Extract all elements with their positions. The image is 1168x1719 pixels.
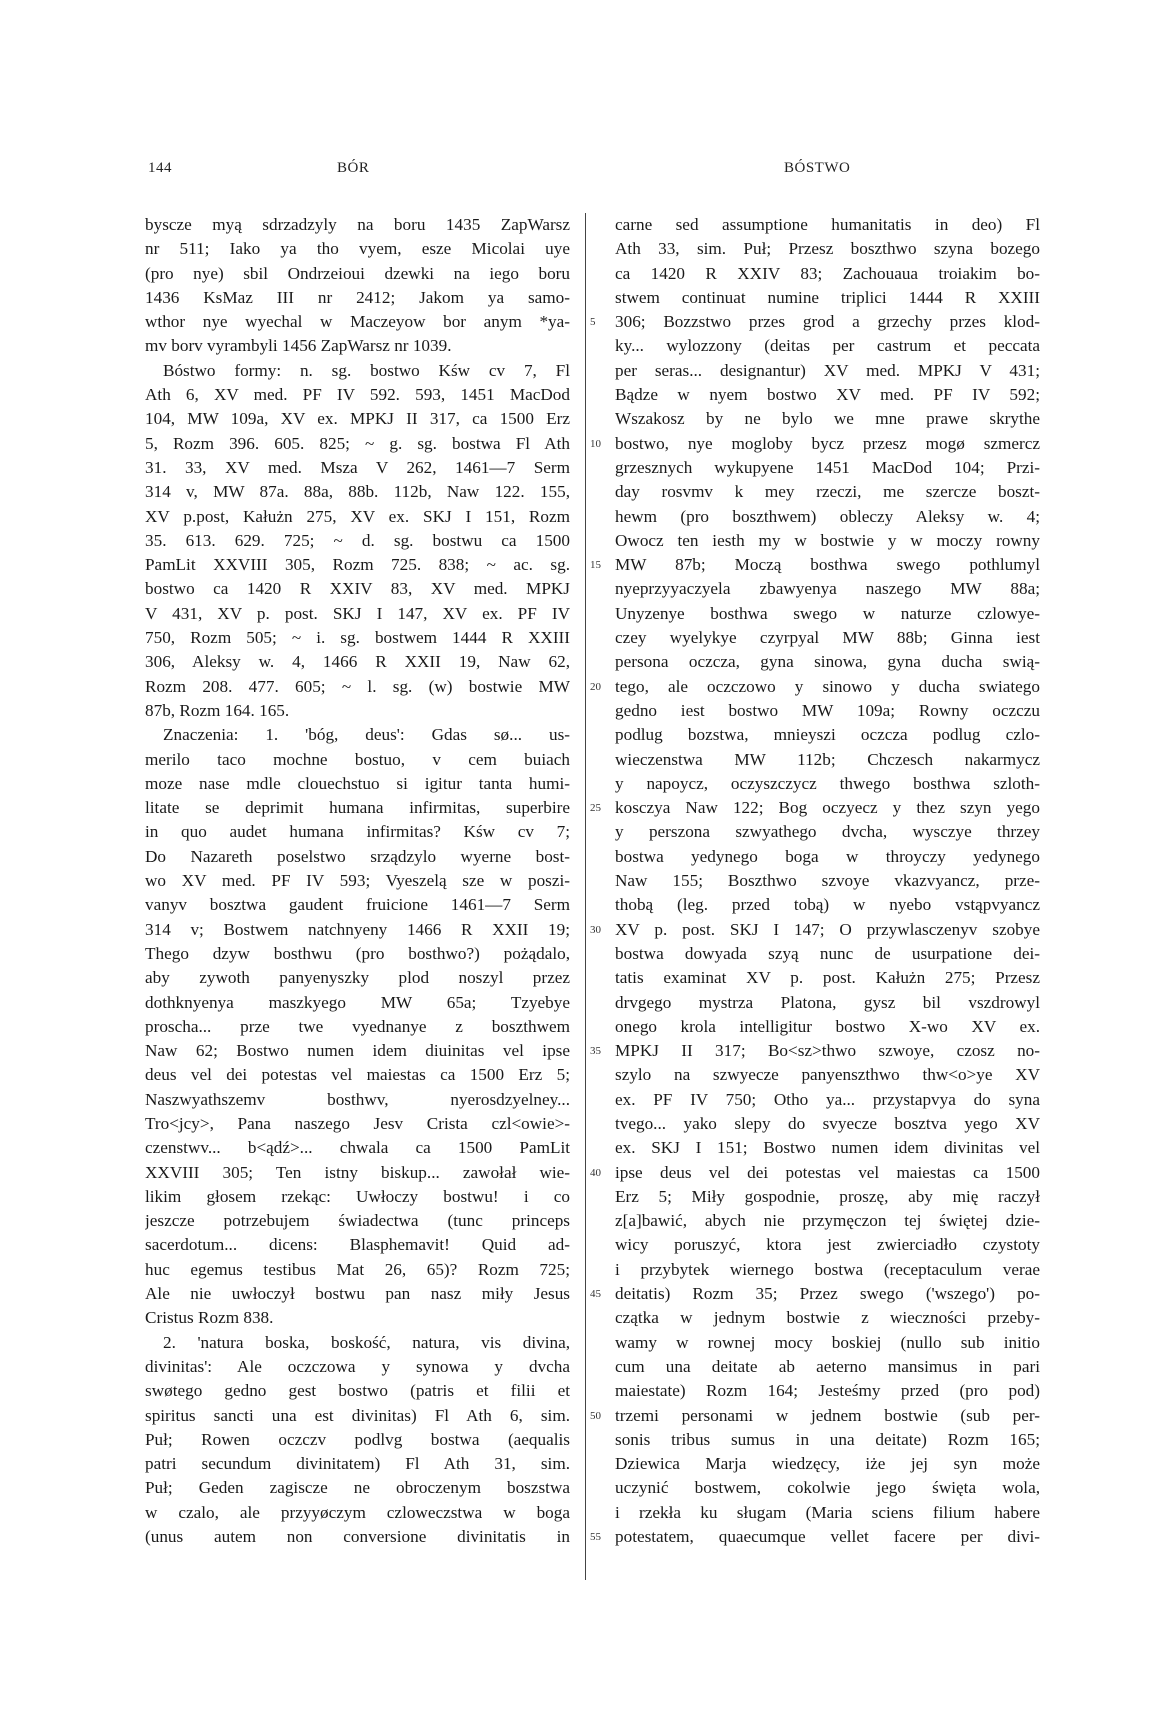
text-line: trzemi personami w jednem bostwie (sub per- (615, 1405, 1040, 1425)
text-line: 1436 KsMaz III nr 2412; Jakom ya samo- (145, 287, 570, 307)
text-line: persona oczcza, gyna sinowa, gyna ducha swią- (615, 652, 1040, 672)
text-line: aby zywoth panyenyszky plod noszyl przez (145, 968, 570, 988)
text-line: PamLit XXVIII 305, Rozm 725. 838; ~ ac. sg. (145, 555, 570, 575)
text-line: Cristus Rozm 838. (145, 1308, 274, 1328)
text-line: spiritus sancti una est divinitas) Fl Ath 6, sim. (145, 1405, 570, 1425)
line-number: 40 (590, 1166, 601, 1179)
text-line: bostwo ca 1420 R XXIV 83, XV med. MPKJ (145, 579, 570, 599)
text-line: XXVIII 305; Ten istny biskup... zawołał wie- (145, 1162, 570, 1182)
text-line: Znaczenia: 1. 'bóg, deus': Gdas sø... us- (163, 725, 570, 745)
text-line: day rosvmv k mey rzeczi, me szercze boszt- (615, 482, 1040, 502)
text-line: MW 87b; Moczą bosthwa swego pothlumyl (615, 555, 1040, 575)
text-line: czątka w jednym bostwie z wieczności przeby- (615, 1308, 1040, 1328)
text-line: nyeprzyyaczyela zbawyenya naszego MW 88a; (615, 579, 1040, 599)
line-number: 50 (590, 1409, 601, 1422)
text-line: 314 v; Bostwem natchnyeny 1466 R XXII 19; (145, 919, 570, 939)
text-line: Ath 33, sim. Puł; Przesz boszthwo szyna bozego (615, 239, 1040, 259)
text-line: Naszwyathszemv bosthwv, nyerosdzyelney... (145, 1089, 570, 1109)
text-line: Bóstwo formy: n. sg. bostwo Kśw cv 7, Fl (163, 360, 570, 380)
text-line: 35. 613. 629. 725; ~ d. sg. bostwu ca 1500 (145, 530, 570, 550)
text-line: i przybytek wiernego bostwa (receptaculum verae (615, 1259, 1040, 1279)
text-line: swøtego gedno gest bostwo (patris et filii et (145, 1381, 570, 1401)
text-line: i rzekła ku sługam (Maria sciens filium habere (615, 1502, 1040, 1522)
text-line: podlug bozstwa, mnieyszi oczcza podlug czlo- (615, 725, 1040, 745)
text-line: Naw 155; Boszthwo szvoye vkazvyancz, prze- (615, 871, 1040, 891)
text-line: 314 v, MW 87a. 88a, 88b. 112b, Naw 122. 155, (145, 482, 570, 502)
text-line: (pro nye) sbil Ondrzeioui dzewki na iego boru (145, 263, 570, 283)
text-line: Naw 62; Bostwo numen idem diuinitas vel ipse (145, 1041, 570, 1061)
text-line: moze nase mdle clouechstuo si igitur tanta humi- (145, 773, 570, 793)
text-line: z[a]bawić, abych nie przymęczon tej świętej dzie- (615, 1211, 1040, 1231)
text-line: nr 511; Iako ya tho vyem, esze Micolai uye (145, 239, 570, 259)
text-line: 2. 'natura boska, boskość, natura, vis divina, (163, 1332, 570, 1352)
line-number: 55 (590, 1531, 601, 1544)
text-line: 87b, Rozm 164. 165. (145, 700, 290, 720)
text-line: tego, ale oczczowo y sinowo y ducha swiatego (615, 676, 1040, 696)
text-line: patri secundum divinitatem) Fl Ath 31, sim. (145, 1454, 570, 1474)
text-line: mv borv vyrambyli 1456 ZapWarsz nr 1039. (145, 336, 452, 356)
text-line: ex. PF IV 750; Otho ya... przystapvya do syna (615, 1089, 1040, 1109)
text-line: Tro<jcy>, Pana naszego Jesv Crista czl<owie>- (145, 1113, 570, 1133)
text-line: y napoycz, oczyszczycz thwego bosthwa szloth- (615, 773, 1040, 793)
text-line: czenstwv... b<ądź>... chwala ca 1500 PamLit (145, 1138, 570, 1158)
text-line: y perszona szwyathego dvcha, wysczye thrzey (615, 822, 1040, 842)
line-number: 30 (590, 923, 601, 936)
text-line: bostwo, nye mogloby bycz przesz mogø szmercz (615, 433, 1040, 453)
running-head-right: BÓSTWO (784, 160, 851, 176)
text-line: Thego dzyw bosthwu (pro bosthwo?) pożądalo, (145, 943, 570, 963)
text-line: potestatem, quaecumque vellet facere per divi- (615, 1527, 1040, 1547)
line-number: 5 (590, 316, 596, 329)
text-line: kosczya Naw 122; Bog oczyecz y thez szyn yego (615, 798, 1040, 818)
text-line: huc egemus testibus Mat 26, 65)? Rozm 725; (145, 1259, 570, 1279)
text-line: wieczenstwa MW 112b; Chczesch nakarmycz (615, 749, 1040, 769)
text-line: 31. 33, XV med. Msza V 262, 1461—7 Serm (145, 457, 570, 477)
line-number: 20 (590, 680, 601, 693)
text-line: Erz 5; Miły gospodnie, proszę, aby mię raczył (615, 1186, 1040, 1206)
text-line: Bądze w nyem bostwo XV med. PF IV 592; (615, 385, 1040, 405)
text-line: merilo taco mochne bostuo, v cem buiach (145, 749, 570, 769)
page-number: 144 (148, 160, 172, 176)
text-line: deitatis) Rozm 35; Przez swego ('wszego') po- (615, 1284, 1040, 1304)
text-line: tvego... yako slepy do svyecze bosztva yego XV (615, 1113, 1040, 1133)
text-line: Puł; Rowen oczczv podlvg bostwa (aequalis (145, 1429, 570, 1449)
text-line: onego krola intelligitur bostwo X-wo XV ex. (615, 1016, 1040, 1036)
text-line: wamy w rownej mocy boskiej (nullo sub initio (615, 1332, 1040, 1352)
text-line: dothknyenya maszkyego MW 65a; Tzyebye (145, 992, 570, 1012)
text-line: ipse deus vel dei potestas vel maiestas ca 1500 (615, 1162, 1040, 1182)
left-column (145, 213, 570, 1549)
text-line: Owocz ten iesth my w bostwie y w moczy rowny (615, 530, 1040, 550)
running-head-left: BÓR (337, 160, 370, 176)
text-line: szylo na szwyecze panyenszthwo thw<o>ye XV (615, 1065, 1040, 1085)
text-line: vanyv bosztwa gaudent fruicione 1461—7 Serm (145, 895, 570, 915)
text-line: 104, MW 109a, XV ex. MPKJ II 317, ca 1500 Erz (145, 409, 570, 429)
text-line: carne sed assumptione humanitatis in deo) Fl (615, 215, 1040, 234)
text-line: w czalo, ale przyyøczym czloweczstwa w boga (145, 1502, 570, 1522)
text-line: Wszakosz by ne bylo we mne prawe skrythe (615, 409, 1040, 429)
text-line: cum una deitate ab aeterno mansimus in pari (615, 1356, 1040, 1376)
text-line: likim głosem rzekąc: Uwłoczy bostwu! i co (145, 1186, 570, 1206)
text-line: wo XV med. PF IV 593; Vyeszelą sze w poszi- (145, 871, 570, 891)
text-line: V 431, XV p. post. SKJ I 147, XV ex. PF IV (145, 603, 570, 623)
text-line: uczynić bostwem, cokolwie jego święta wola, (615, 1478, 1040, 1498)
text-line: wicy poruszyć, ktora jest zwierciadło czystoty (615, 1235, 1040, 1255)
text-line: (unus autem non conversione divinitatis in (145, 1527, 570, 1547)
line-number: 10 (590, 437, 601, 450)
text-line: per seras... designantur) XV med. MPKJ V 431; (615, 360, 1040, 380)
text-line: sacerdotum... dicens: Blasphemavit! Quid ad- (145, 1235, 570, 1255)
text-line: 5, Rozm 396. 605. 825; ~ g. sg. bostwa Fl Ath (145, 433, 570, 453)
text-line: jeszcze potrzebujem świadectwa (tunc princeps (145, 1211, 570, 1231)
text-line: drvgego mystrza Platona, gysz bil vszdrowyl (615, 992, 1040, 1012)
text-line: XV p. post. SKJ I 147; O przywlasczenyv szobye (615, 919, 1040, 939)
text-line: wthor nye wyechal w Maczeyow bor anym *ya- (145, 312, 570, 332)
text-line: MPKJ II 317; Bo<sz>thwo szwoye, czosz no- (615, 1041, 1040, 1061)
text-line: Ath 6, XV med. PF IV 592. 593, 1451 MacDod (145, 385, 570, 405)
text-line: 306; Bozzstwo przes grod a grzechy przes klod- (615, 312, 1040, 332)
line-number: 45 (590, 1288, 601, 1301)
text-line: thobą (leg. przed tobą) w nyebo vstąpvyancz (615, 895, 1040, 915)
right-column (615, 213, 1040, 1549)
text-line: 306, Aleksy w. 4, 1466 R XXII 19, Naw 62, (145, 652, 570, 672)
column-divider (585, 213, 586, 1580)
text-line: XV p.post, Kałużn 275, XV ex. SKJ I 151, Rozm (145, 506, 570, 526)
text-line: bostwa dowyada szyą nunc de usurpatione dei- (615, 943, 1040, 963)
line-number: 25 (590, 802, 601, 815)
text-line: gedno iest bostwo MW 109a; Rowny oczczu (615, 700, 1040, 720)
text-line: litate se deprimit humana infirmitas, superbire (145, 798, 570, 818)
text-line: ky... wylozzony (deitas per castrum et peccata (615, 336, 1040, 356)
text-line: 750, Rozm 505; ~ i. sg. bostwem 1444 R XXIII (145, 628, 570, 648)
text-line: byscze myą sdrzadzyly na boru 1435 ZapWarsz (145, 215, 570, 234)
text-line: Unyzenye bosthwa swego w naturze czlowye- (615, 603, 1040, 623)
line-number: 15 (590, 559, 601, 572)
text-line: in quo audet humana infirmitas? Kśw cv 7; (145, 822, 570, 842)
text-line: Ale nie uwłoczył bostwu pan nasz miły Jesus (145, 1284, 570, 1304)
text-line: czey wyelykye czyrpyal MW 88b; Ginna iest (615, 628, 1040, 648)
text-line: proscha... prze twe vyednanye z boszthwem (145, 1016, 570, 1036)
text-line: hewm (pro boszthwem) obleczy Aleksy w. 4; (615, 506, 1040, 526)
text-line: ex. SKJ I 151; Bostwo numen idem divinitas vel (615, 1138, 1040, 1158)
text-line: sonis tribus sumus in una deitate) Rozm 165; (615, 1429, 1040, 1449)
text-line: Rozm 208. 477. 605; ~ l. sg. (w) bostwie MW (145, 676, 570, 696)
text-line: stwem continuat numine triplici 1444 R XXIII (615, 287, 1040, 307)
text-line: Do Nazareth poselstwo srządzylo wyerne bost- (145, 846, 570, 866)
text-line: maiestate) Rozm 164; Jesteśmy przed (pro pod) (615, 1381, 1040, 1401)
text-line: divinitas': Ale oczczowa y synowa y dvcha (145, 1356, 570, 1376)
text-line: grzesznych wykupyene 1451 MacDod 104; Przi- (615, 457, 1040, 477)
text-line: bostwa yedynego boga w throyczy yedynego (615, 846, 1040, 866)
text-line: ca 1420 R XXIV 83; Zachouaua troiakim bo- (615, 263, 1040, 283)
text-line: Dziewica Marja wiedzęcy, iże jej syn może (615, 1454, 1040, 1474)
text-line: Puł; Geden zagiscze ne obroczenym boszstwa (145, 1478, 570, 1498)
line-number: 35 (590, 1045, 601, 1058)
text-line: tatis examinat XV p. post. Kałużn 275; Przesz (615, 968, 1040, 988)
text-line: deus vel dei potestas vel maiestas ca 1500 Erz 5; (145, 1065, 570, 1085)
